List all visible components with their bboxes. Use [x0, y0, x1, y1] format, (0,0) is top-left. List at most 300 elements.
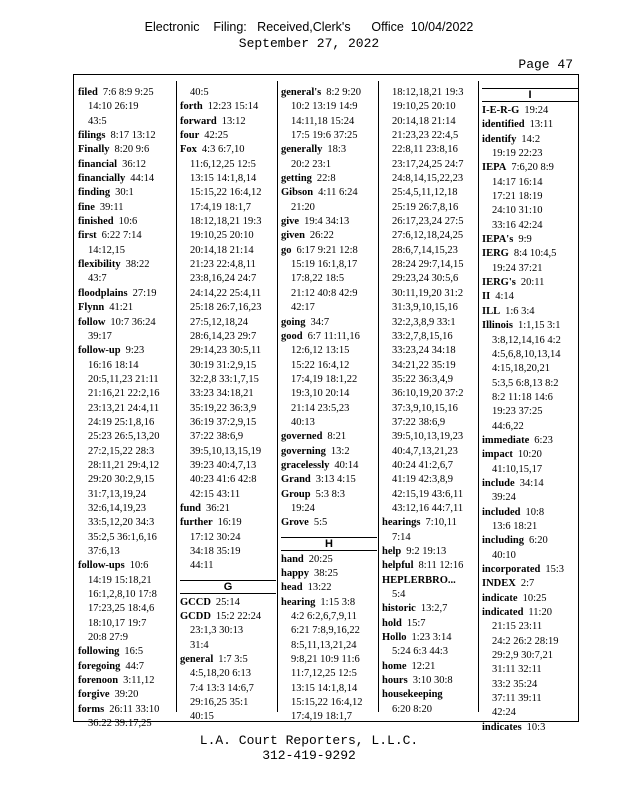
page-line-refs: 19:23 37:25 — [492, 406, 543, 418]
index-term: four — [180, 130, 200, 142]
page-line-refs: 20:8 27:9 — [88, 632, 128, 644]
index-continuation — [382, 430, 478, 444]
page-line-refs: 7:10,11 — [425, 517, 457, 529]
index-continuation — [281, 115, 377, 129]
page-line-refs: 39:20 — [114, 689, 139, 701]
index-entry — [482, 448, 578, 462]
index-term: Group — [281, 488, 311, 500]
reporter-company: L.A. Court Reporters, L.L.C. — [199, 733, 419, 748]
index-entry — [482, 133, 578, 147]
page-line-refs: 42:15,19 43:6,11 — [392, 488, 464, 500]
document-date: September 27, 2022 — [238, 36, 380, 51]
index-term: general's — [281, 87, 322, 98]
index-continuation — [382, 100, 478, 114]
page-line-refs: 17:12 30:24 — [190, 531, 241, 543]
page-line-refs: 36:19 37:2,9,15 — [190, 416, 257, 428]
page-line-refs: 17:23,25 18:4,6 — [88, 603, 155, 615]
index-continuation — [382, 258, 478, 272]
page-line-refs: 17:8,22 18:5 — [291, 273, 345, 285]
page-line-refs: 31:7,13,19,24 — [88, 488, 147, 500]
index-continuation — [180, 344, 276, 358]
page-line-refs: 37:3,9,10,15,16 — [392, 402, 458, 414]
index-continuation — [180, 172, 276, 186]
index-continuation — [482, 649, 578, 663]
index-entry — [482, 233, 578, 247]
index-term: Gibson — [281, 187, 314, 199]
page-line-refs: 21:20 — [291, 201, 315, 213]
index-term: IERG's — [482, 277, 516, 289]
page-line-refs: 37:11 39:11 — [492, 693, 542, 705]
index-continuation — [78, 717, 174, 731]
page-line-refs: 19:10,25 20:10 — [190, 230, 254, 242]
index-column-2 — [180, 86, 276, 725]
page-line-refs: 20:2 23:1 — [291, 158, 331, 170]
section-letter: G — [180, 580, 276, 594]
page-line-refs: 18:3 — [327, 144, 347, 156]
index-continuation — [482, 219, 578, 233]
page-line-refs: 43:12,16 44:7,11 — [392, 502, 464, 514]
index-continuation — [78, 488, 174, 502]
page-line-refs: 10:2 13:19 14:9 — [291, 101, 358, 113]
page-line-refs: 10:8 — [525, 506, 545, 518]
index-continuation — [281, 610, 377, 624]
page-line-refs: 25:23 26:5,13,20 — [88, 431, 160, 443]
index-term: give — [281, 216, 300, 228]
index-entry — [482, 319, 578, 333]
index-continuation — [180, 639, 276, 653]
index-term: housekeeping — [382, 689, 443, 701]
page-line-refs: 27:5,12,18,24 — [190, 316, 249, 328]
index-term: I-E-R-G — [482, 105, 520, 116]
page-line-refs: 15:7 — [406, 617, 426, 629]
index-continuation — [382, 172, 478, 186]
page-line-refs: 6:20 8:20 — [392, 703, 432, 715]
index-term: included — [482, 506, 521, 518]
index-continuation — [180, 559, 276, 573]
index-term: identify — [482, 133, 517, 145]
index-continuation — [78, 602, 174, 616]
index-term: ILL — [482, 305, 501, 317]
page-line-refs: 13:22 — [307, 582, 332, 594]
index-entry — [78, 186, 174, 200]
index-entry — [180, 129, 276, 143]
page-line-refs: 30:19 31:2,9,15 — [190, 359, 257, 371]
page-line-refs: 21:23 22:4,8,11 — [190, 259, 256, 271]
index-continuation — [78, 617, 174, 631]
index-term: indicates — [482, 721, 522, 733]
page-line-refs: 17:21 18:19 — [492, 191, 543, 203]
page-line-refs: 24:8,14,15,22,23 — [392, 173, 464, 185]
index-continuation — [78, 402, 174, 416]
index-entry — [382, 559, 478, 573]
index-entry — [382, 545, 478, 559]
index-entry — [281, 596, 377, 610]
index-term: hold — [382, 617, 402, 629]
page-line-refs: 39:17 — [88, 330, 112, 342]
page-line-refs: 14:19 15:18,21 — [88, 574, 152, 586]
index-term: going — [281, 316, 306, 328]
index-continuation — [382, 201, 478, 215]
index-continuation — [281, 402, 377, 416]
page-line-refs: 26:11 33:10 — [109, 703, 160, 715]
page-line-refs: 28:6,7,14,15,23 — [392, 244, 458, 256]
index-continuation — [281, 387, 377, 401]
page-line-refs: 35:19,22 36:3,9 — [190, 402, 257, 414]
index-continuation — [382, 645, 478, 659]
index-continuation — [382, 459, 478, 473]
index-continuation — [382, 287, 478, 301]
index-term: floodplains — [78, 287, 128, 299]
index-entry — [382, 688, 478, 702]
index-entry — [382, 631, 478, 645]
index-entry — [382, 602, 478, 616]
index-continuation — [78, 244, 174, 258]
index-term: identified — [482, 119, 525, 131]
index-continuation — [382, 445, 478, 459]
index-entry — [180, 610, 276, 624]
index-entry — [78, 674, 174, 688]
page-line-refs: 41:21 — [109, 302, 134, 314]
page-line-refs: 17:4,19 18:1,7 — [190, 201, 251, 213]
index-term: finding — [78, 187, 111, 199]
index-term: go — [281, 244, 292, 256]
page-line-refs: 33:2,7,8,15,16 — [392, 330, 453, 342]
page-line-refs: 25:19 26:7,8,16 — [392, 201, 459, 213]
index-term: indicate — [482, 592, 518, 604]
index-continuation — [482, 463, 578, 477]
index-entry — [281, 581, 377, 595]
page-line-refs: 37:22 38:6,9 — [392, 416, 446, 428]
page-line-refs: 9:8,21 10:9 11:6 — [291, 654, 360, 666]
index-continuation — [281, 696, 377, 710]
index-term: general — [180, 654, 214, 666]
page-line-refs: 24:2 26:2 28:19 — [492, 635, 559, 647]
index-continuation — [482, 491, 578, 505]
page-line-refs: 19:4 34:13 — [304, 216, 350, 228]
page-line-refs: 16:5 — [124, 646, 144, 658]
index-continuation — [180, 359, 276, 373]
page-line-refs: 7:4 13:3 14:6,7 — [190, 682, 254, 694]
index-continuation — [180, 316, 276, 330]
page-line-refs: 8:5,11,13,21,24 — [291, 639, 357, 651]
index-continuation — [180, 488, 276, 502]
index-entry — [482, 161, 578, 175]
page-line-refs: 6:7 11:11,16 — [307, 330, 360, 342]
page-line-refs: 16:1,2,8,10 17:8 — [88, 589, 157, 601]
index-entry — [482, 577, 578, 591]
index-continuation — [482, 204, 578, 218]
index-continuation — [382, 416, 478, 430]
page-line-refs: 35:2,5 36:1,6,16 — [88, 531, 157, 543]
index-entry — [382, 660, 478, 674]
index-continuation — [482, 692, 578, 706]
page-line-refs: 22:8,11 23:8,16 — [392, 144, 458, 156]
page-line-refs: 27:6,12,18,24,25 — [392, 230, 464, 242]
index-continuation — [78, 531, 174, 545]
index-continuation — [382, 402, 478, 416]
index-continuation — [281, 100, 377, 114]
page-line-refs: 32:2,8 33:1,7,15 — [190, 373, 259, 385]
page-line-refs: 40:15 — [190, 711, 214, 723]
page-line-refs: 12:23 15:14 — [207, 101, 259, 113]
index-continuation — [482, 405, 578, 419]
index-continuation — [78, 459, 174, 473]
page-line-refs: 8:2 11:18 14:6 — [492, 391, 553, 403]
index-entry — [382, 674, 478, 688]
page-line-refs: 13:6 18:21 — [492, 520, 538, 532]
index-entry — [180, 653, 276, 667]
index-column-3 — [281, 86, 377, 725]
page-line-refs: 40:23 41:6 42:8 — [190, 474, 257, 486]
page-line-refs: 6:23 — [534, 434, 553, 446]
index-continuation — [180, 287, 276, 301]
page-line-refs: 20:14,18 21:14 — [392, 115, 456, 127]
page-line-refs: 29:16,25 35:1 — [190, 697, 249, 709]
index-term: governing — [281, 445, 326, 457]
index-continuation — [482, 176, 578, 190]
index-term: Flynn — [78, 302, 105, 314]
index-term: incorporated — [482, 564, 541, 575]
page-line-refs: 18:12,18,21 19:3 — [392, 87, 464, 98]
index-continuation — [281, 710, 377, 724]
index-entry — [281, 244, 377, 258]
page-line-refs: 1:7 3:5 — [218, 654, 248, 666]
page-line-refs: 14:11,18 15:24 — [291, 115, 355, 127]
page-line-refs: 14:17 16:14 — [492, 176, 543, 188]
index-continuation — [78, 359, 174, 373]
filing-stamp: Electronic Filing: Received,Clerk's Office 10/04/2022 — [144, 20, 474, 34]
index-continuation — [180, 272, 276, 286]
index-continuation — [180, 473, 276, 487]
column-divider — [176, 81, 177, 712]
page-line-refs: 17:4,19 18:1,22 — [291, 373, 358, 385]
index-term: GCDD — [180, 611, 211, 623]
page-line-refs: 4:3 6:7,10 — [201, 144, 245, 156]
page-line-refs: 42:15 43:11 — [190, 488, 241, 500]
index-term: generally — [281, 144, 323, 156]
page-line-refs: 20:25 — [308, 553, 333, 565]
index-continuation — [482, 663, 578, 677]
index-continuation — [382, 387, 478, 401]
index-continuation — [78, 330, 174, 344]
page-line-refs: 8:20 9:6 — [114, 144, 150, 156]
index-continuation — [482, 190, 578, 204]
page-line-refs: 13:15 14:1,8,14 — [190, 173, 257, 185]
page-line-refs: 4:15,18,20,21 — [492, 363, 551, 375]
index-entry — [482, 606, 578, 620]
index-continuation — [281, 682, 377, 696]
index-entry — [180, 115, 276, 129]
page-line-refs: 28:11,21 29:4,12 — [88, 459, 160, 471]
index-continuation — [180, 696, 276, 710]
index-entry — [281, 172, 377, 186]
page-line-refs: 3:8,12,14,16 4:2 — [492, 334, 561, 346]
index-entry — [482, 534, 578, 548]
page-line-refs: 19:24 — [291, 502, 315, 514]
page-line-refs: 38:25 — [314, 568, 338, 579]
page-line-refs: 3:10 30:8 — [412, 675, 453, 687]
index-entry — [78, 287, 174, 301]
index-continuation — [180, 667, 276, 681]
index-continuation — [78, 473, 174, 487]
index-entry — [482, 276, 578, 290]
index-term: good — [281, 330, 303, 342]
index-continuation — [382, 272, 478, 286]
page-line-refs: 6:20 — [529, 535, 548, 547]
page-line-refs: 9:2 19:13 — [406, 546, 447, 557]
index-entry — [482, 477, 578, 491]
index-entry — [281, 430, 377, 444]
index-continuation — [382, 359, 478, 373]
page-line-refs: 10:7 36:24 — [110, 316, 156, 328]
index-entry — [281, 445, 377, 459]
page-line-refs: 30:11,19,20 31:2 — [392, 287, 464, 299]
index-continuation — [281, 416, 377, 430]
index-continuation — [281, 344, 377, 358]
page-line-refs: 33:16 42:24 — [492, 219, 543, 231]
index-continuation — [78, 516, 174, 530]
index-entry — [281, 330, 377, 344]
index-continuation — [281, 502, 377, 516]
index-term: forth — [180, 101, 203, 113]
index-term: given — [281, 230, 305, 242]
index-term: following — [78, 646, 120, 658]
page-line-refs: 15:15,22 16:4,12 — [291, 697, 363, 709]
page-line-refs: 14:10 26:19 — [88, 101, 139, 113]
page-line-refs: 43:5 — [88, 115, 107, 127]
index-continuation — [180, 229, 276, 243]
page-line-refs: 3:11,12 — [123, 675, 155, 687]
page-line-refs: 5:3 8:3 — [315, 488, 346, 500]
page-line-refs: 21:23,23 22:4,5 — [392, 130, 459, 142]
page-line-refs: 10:20 — [517, 449, 542, 461]
page-line-refs: 40:10 — [492, 549, 516, 561]
page-line-refs: 13:12 — [221, 115, 246, 127]
column-divider — [378, 81, 379, 712]
index-continuation — [382, 115, 478, 129]
index-continuation — [382, 588, 478, 602]
index-continuation — [482, 420, 578, 434]
page-line-refs: 8:17 13:12 — [110, 130, 156, 142]
index-entry — [281, 488, 377, 502]
index-entry — [78, 559, 174, 573]
page-line-refs: 12:21 — [411, 660, 436, 672]
index-continuation — [281, 201, 377, 215]
page-line-refs: 15:22 16:4,12 — [291, 359, 350, 371]
page-line-refs: 36:12 — [122, 158, 147, 170]
page-line-refs: 5:3,5 6:8,13 8:2 — [492, 377, 559, 389]
column-divider — [277, 81, 278, 712]
index-term: hearings — [382, 517, 421, 529]
index-continuation — [382, 703, 478, 717]
index-entry — [78, 201, 174, 215]
index-entry — [180, 516, 276, 530]
page-line-refs: 14:12,15 — [88, 244, 126, 256]
index-term: flexibility — [78, 259, 121, 271]
page-line-refs: 3:13 4:15 — [315, 474, 356, 486]
index-column-5 — [482, 86, 578, 735]
index-term: hours — [382, 675, 408, 687]
index-continuation — [482, 549, 578, 563]
page-line-refs: 9:9 — [518, 234, 532, 246]
page-line-refs: 15:19 16:1,8,17 — [291, 259, 358, 271]
index-entry — [78, 158, 174, 172]
page-line-refs: 13:11 — [529, 119, 554, 131]
page-line-refs: 10:3 — [526, 721, 546, 733]
index-continuation — [281, 653, 377, 667]
index-continuation — [482, 678, 578, 692]
index-term: hearing — [281, 596, 316, 608]
index-term: Fox — [180, 144, 197, 156]
index-continuation — [281, 287, 377, 301]
page-line-refs: 10:25 — [522, 592, 547, 604]
page-line-refs: 26:17,23,24 27:5 — [392, 216, 464, 228]
index-continuation — [281, 258, 377, 272]
page-line-refs: 24:10 31:10 — [492, 205, 543, 217]
page-line-refs: 34:14 — [519, 477, 544, 489]
index-column-4 — [382, 86, 478, 717]
page-line-refs: 22:8 — [316, 173, 336, 185]
index-term: finished — [78, 216, 114, 228]
index-continuation — [180, 330, 276, 344]
index-entry — [482, 104, 578, 118]
page-line-refs: 19:24 — [524, 105, 549, 116]
index-entry — [281, 567, 377, 581]
index-term: forms — [78, 703, 105, 715]
index-continuation — [482, 147, 578, 161]
index-term: IEPA — [482, 162, 507, 174]
page-line-refs: 20:5,11,23 21:11 — [88, 373, 159, 385]
page-line-refs: 29:20 30:2,9,15 — [88, 474, 155, 486]
index-entry — [382, 617, 478, 631]
index-continuation — [78, 545, 174, 559]
index-continuation — [180, 158, 276, 172]
index-entry — [482, 592, 578, 606]
page-line-refs: 2:7 — [520, 578, 535, 590]
index-term: follow — [78, 316, 106, 328]
page-line-refs: 4:5,18,20 6:13 — [190, 668, 251, 680]
page-line-refs: 11:7,12,25 12:5 — [291, 668, 357, 680]
page-line-refs: 8:11 12:16 — [418, 560, 464, 572]
page-line-refs: 16:19 — [217, 517, 242, 529]
index-entry — [78, 316, 174, 330]
index-continuation — [382, 244, 478, 258]
page-line-refs: 5:4 — [392, 589, 406, 601]
index-continuation — [482, 262, 578, 276]
page-line-refs: 4:5,6,8,10,13,14 — [492, 348, 561, 360]
index-entry — [482, 434, 578, 448]
index-term: happy — [281, 568, 310, 579]
index-term: Hollo — [382, 632, 407, 644]
page-line-refs: 37:6,13 — [88, 546, 120, 557]
page-line-refs: 39:5,10,13,15,19 — [190, 445, 262, 457]
page-line-refs: 40:4,7,13,21,23 — [392, 445, 458, 457]
index-entry — [281, 186, 377, 200]
page-line-refs: 4:14 — [495, 291, 514, 303]
index-continuation — [482, 391, 578, 405]
index-entry — [78, 645, 174, 659]
page-line-refs: 40:14 — [334, 459, 359, 471]
index-entry — [281, 229, 377, 243]
index-continuation — [281, 301, 377, 315]
page-line-refs: 13:15 14:1,8,14 — [291, 682, 358, 694]
section-letter: H — [281, 537, 377, 551]
page-line-refs: 15:15,22 16:4,12 — [190, 187, 262, 199]
index-continuation — [382, 129, 478, 143]
index-continuation — [382, 488, 478, 502]
page-line-refs: 19:10,25 20:10 — [392, 101, 456, 113]
index-entry — [281, 516, 377, 530]
